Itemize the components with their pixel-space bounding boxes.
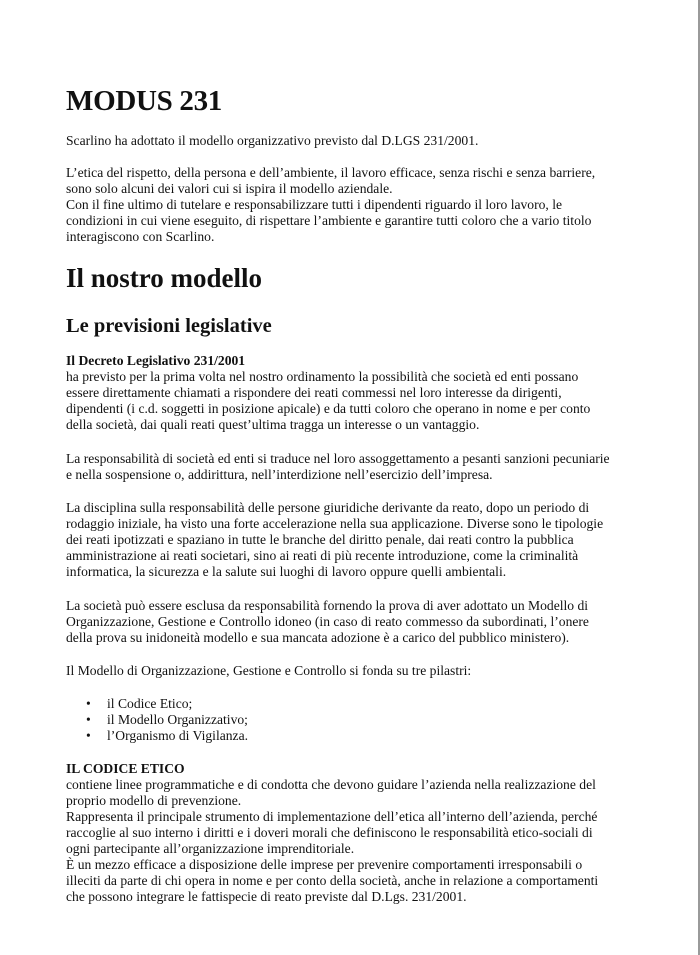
text-line: ogni partecipante all’organizzazione imprenditoriale. <box>66 841 355 856</box>
text-line: amministrazione ai reati societari, sino ai reati di più recente introduzione, come la criminalità <box>66 548 579 563</box>
values-paragraph <box>66 165 666 245</box>
list-item: • il Codice Etico; <box>66 696 666 712</box>
text-line: L’etica del rispetto, della persona e dell’ambiente, il lavoro efficace, senza rischi e senza barriere, <box>66 165 596 180</box>
text-line: proprio modello di prevenzione. <box>66 793 242 808</box>
code-of-ethics-heading: IL CODICE ETICO <box>66 761 185 776</box>
list-item: • l’Organismo di Vigilanza. <box>66 728 666 744</box>
text-line: Con il fine ultimo di tutelare e responsabilizzare tutti i dipendenti riguardo il loro lavoro, le <box>66 197 563 212</box>
intro-paragraph: Scarlino ha adottato il modello organizzativo previsto dal D.LGS 231/2001. <box>66 133 479 148</box>
text-line: È un mezzo efficace a disposizione delle imprese per prevenire comportamenti irresponsabili o <box>66 857 583 872</box>
text-line: interagiscono con Scarlino. <box>66 229 215 244</box>
discipline-paragraph <box>66 500 666 580</box>
pillars-list <box>66 696 666 744</box>
text-line: sono solo alcuni dei valori cui si ispira il modello aziendale. <box>66 181 393 196</box>
text-line: che possono integrare le fattispecie di reato previste dal D.Lgs. 231/2001. <box>66 889 467 904</box>
text-line: essere direttamente chiamati a rispondere dei reati commessi nel loro interesse da dirigenti, <box>66 385 562 400</box>
text-line: ha previsto per la prima volta nel nostro ordinamento la possibilità che società ed enti possano <box>66 369 579 384</box>
exclusion-paragraph <box>66 598 666 646</box>
subsection-title: Le previsioni legislative <box>66 315 272 337</box>
decree-heading: Il Decreto Legislativo 231/2001 <box>66 353 246 368</box>
text-line: La responsabilità di società ed enti si traduce nel loro assoggettamento a pesanti sanzioni pecuniarie <box>66 451 610 466</box>
list-item: • il Modello Organizzativo; <box>66 712 666 728</box>
text-line: dipendenti (i c.d. soggetti in posizione apicale) e da tutti coloro che operano in nome e per conto <box>66 401 591 416</box>
text-line: Organizzazione, Gestione e Controllo idoneo (in caso di reato commesso da subordinati, l’onere <box>66 614 589 629</box>
page-title: MODUS 231 <box>66 85 222 117</box>
text-line: della società, dai quali reati quest’ultima tragga un interesse o un vantaggio. <box>66 417 480 432</box>
text-line: informatica, la sicurezza e la salute sui luoghi di lavoro oppure quelli ambientali. <box>66 564 507 579</box>
text-line: dei reati ipotizzati e spaziano in tutte le branche del diritto penale, dai reati contro la pubblica <box>66 532 574 547</box>
code-of-ethics-paragraph <box>66 761 666 905</box>
section-title: Il nostro modello <box>66 263 263 293</box>
text-line: contiene linee programmatiche e di condotta che devono guidare l’azienda nella realizzazione del <box>66 777 596 792</box>
text-line: e nella sospensione o, addirittura, nell’interdizione nell’esercizio dell’impresa. <box>66 467 493 482</box>
text-line: Rappresenta il principale strumento di implementazione dell’etica all’interno dell’azienda, perché <box>66 809 598 824</box>
text-line: della prova su inidoneità modello e sua mancata adozione è a carico del pubblico ministero). <box>66 630 570 645</box>
text-line: condizioni in cui viene eseguito, di rispettare l’ambiente e garantire tutti coloro che a vario titolo <box>66 213 592 228</box>
text-line: La società può essere esclusa da responsabilità fornendo la prova di aver adottato un Modello di <box>66 598 589 613</box>
text-line: illeciti da parte di chi opera in nome e per conto della società, anche in relazione a comportamenti <box>66 873 599 888</box>
decree-paragraph <box>66 353 666 433</box>
text-line: raccoglie al suo interno i diritti e i doveri morali che definiscono le responsabilità etico-sociali di <box>66 825 593 840</box>
text-line: rodaggio iniziale, ha visto una forte accelerazione nella sua applicazione. Diverse sono le tipologie <box>66 516 604 531</box>
responsibility-paragraph <box>66 451 666 483</box>
text-line: La disciplina sulla responsabilità delle persone giuridiche derivante da reato, dopo un periodo di <box>66 500 590 515</box>
pillars-intro: Il Modello di Organizzazione, Gestione e Controllo si fonda su tre pilastri: <box>66 663 472 678</box>
